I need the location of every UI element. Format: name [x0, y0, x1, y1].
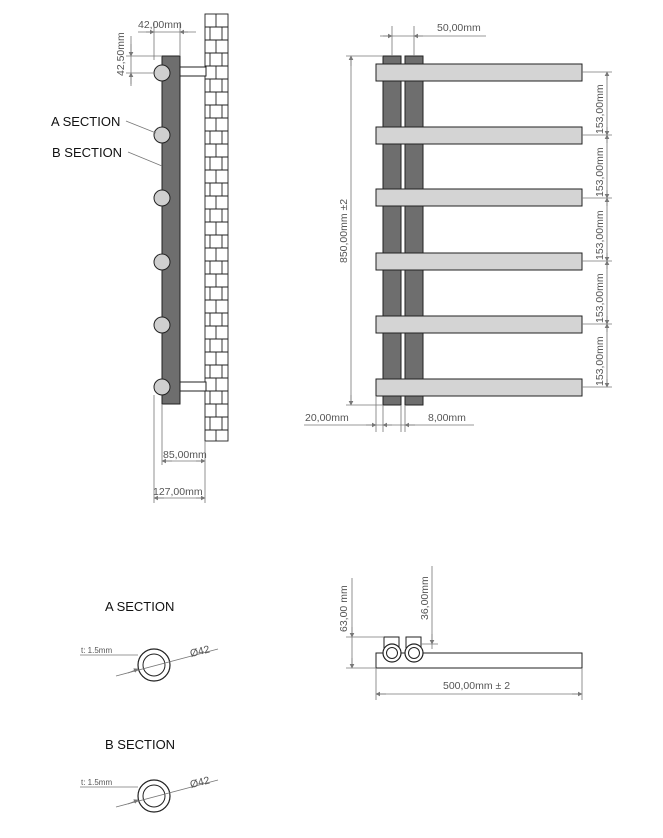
- front-horizontal-bar: [376, 189, 582, 206]
- section-b-thickness: t: 1.5mm: [81, 778, 113, 787]
- front-vertical-tube-left: [383, 56, 401, 405]
- dim-total-depth: 127,00mm: [153, 486, 203, 498]
- front-horizontal-bar: [376, 253, 582, 270]
- dim-bar-spacing-2: 153,00mm: [594, 147, 606, 197]
- front-vertical-tube-right: [405, 56, 423, 405]
- section-a-title: A SECTION: [105, 599, 175, 614]
- front-horizontal-bar: [376, 379, 582, 396]
- dim-bar-spacing-1: 153,00mm: [594, 84, 606, 134]
- dim-height-total: 63,00 mm: [338, 585, 350, 632]
- dim-width: 500,00mm ± 2: [443, 680, 511, 692]
- dim-top-width: 42,00mm: [138, 19, 182, 31]
- side-round-bar: [154, 127, 170, 143]
- wall-bracket-top: [180, 67, 206, 76]
- bar-spacing-dimensions: [582, 72, 612, 387]
- dim-bar-spacing-4: 153,00mm: [594, 273, 606, 323]
- side-round-bar: [154, 317, 170, 333]
- section-a-thickness: t: 1.5mm: [81, 646, 113, 655]
- top-view-tube-left-inner: [387, 648, 398, 659]
- dim-left: 20,00mm: [305, 412, 349, 424]
- wall-bracket-bottom: [180, 382, 206, 391]
- section-a-diameter: Ø42: [188, 643, 211, 660]
- dim-top-height: 42,50mm: [115, 32, 127, 76]
- front-horizontal-bar: [376, 316, 582, 333]
- dim-bar-spacing-5: 153,00mm: [594, 336, 606, 386]
- top-view: [338, 566, 582, 700]
- front-horizontal-bar: [376, 64, 582, 81]
- section-a-inner-circle: [143, 654, 165, 676]
- dim-wall-gap: 85,00mm: [163, 449, 207, 461]
- section-a-detail: [80, 599, 218, 681]
- section-b-diameter: Ø42: [188, 774, 211, 791]
- front-view: [304, 22, 612, 432]
- side-round-bar: [154, 190, 170, 206]
- label-b-section: B SECTION: [52, 145, 123, 160]
- side-round-bar: [154, 379, 170, 395]
- dim-gap: 8,00mm: [428, 412, 466, 424]
- side-vertical-tube: [162, 56, 180, 404]
- dim-bar-spacing-3: 153,00mm: [594, 210, 606, 260]
- top-view-tube-right-inner: [409, 648, 420, 659]
- dim-height-tube: 36,00mm: [419, 576, 431, 620]
- dim-tube-spacing: 50,00mm: [437, 22, 481, 34]
- section-b-detail: [80, 737, 218, 812]
- side-round-bar: [154, 254, 170, 270]
- brick-wall: [205, 14, 228, 441]
- label-a-section: A SECTION: [51, 114, 121, 129]
- dim-height: 850,00mm ±2: [338, 198, 350, 263]
- front-horizontal-bar: [376, 127, 582, 144]
- section-b-inner-circle: [143, 785, 165, 807]
- side-view: [51, 14, 228, 503]
- side-round-bar: [154, 65, 170, 81]
- section-b-title: B SECTION: [105, 737, 176, 752]
- brick-wall-outline: [205, 14, 228, 441]
